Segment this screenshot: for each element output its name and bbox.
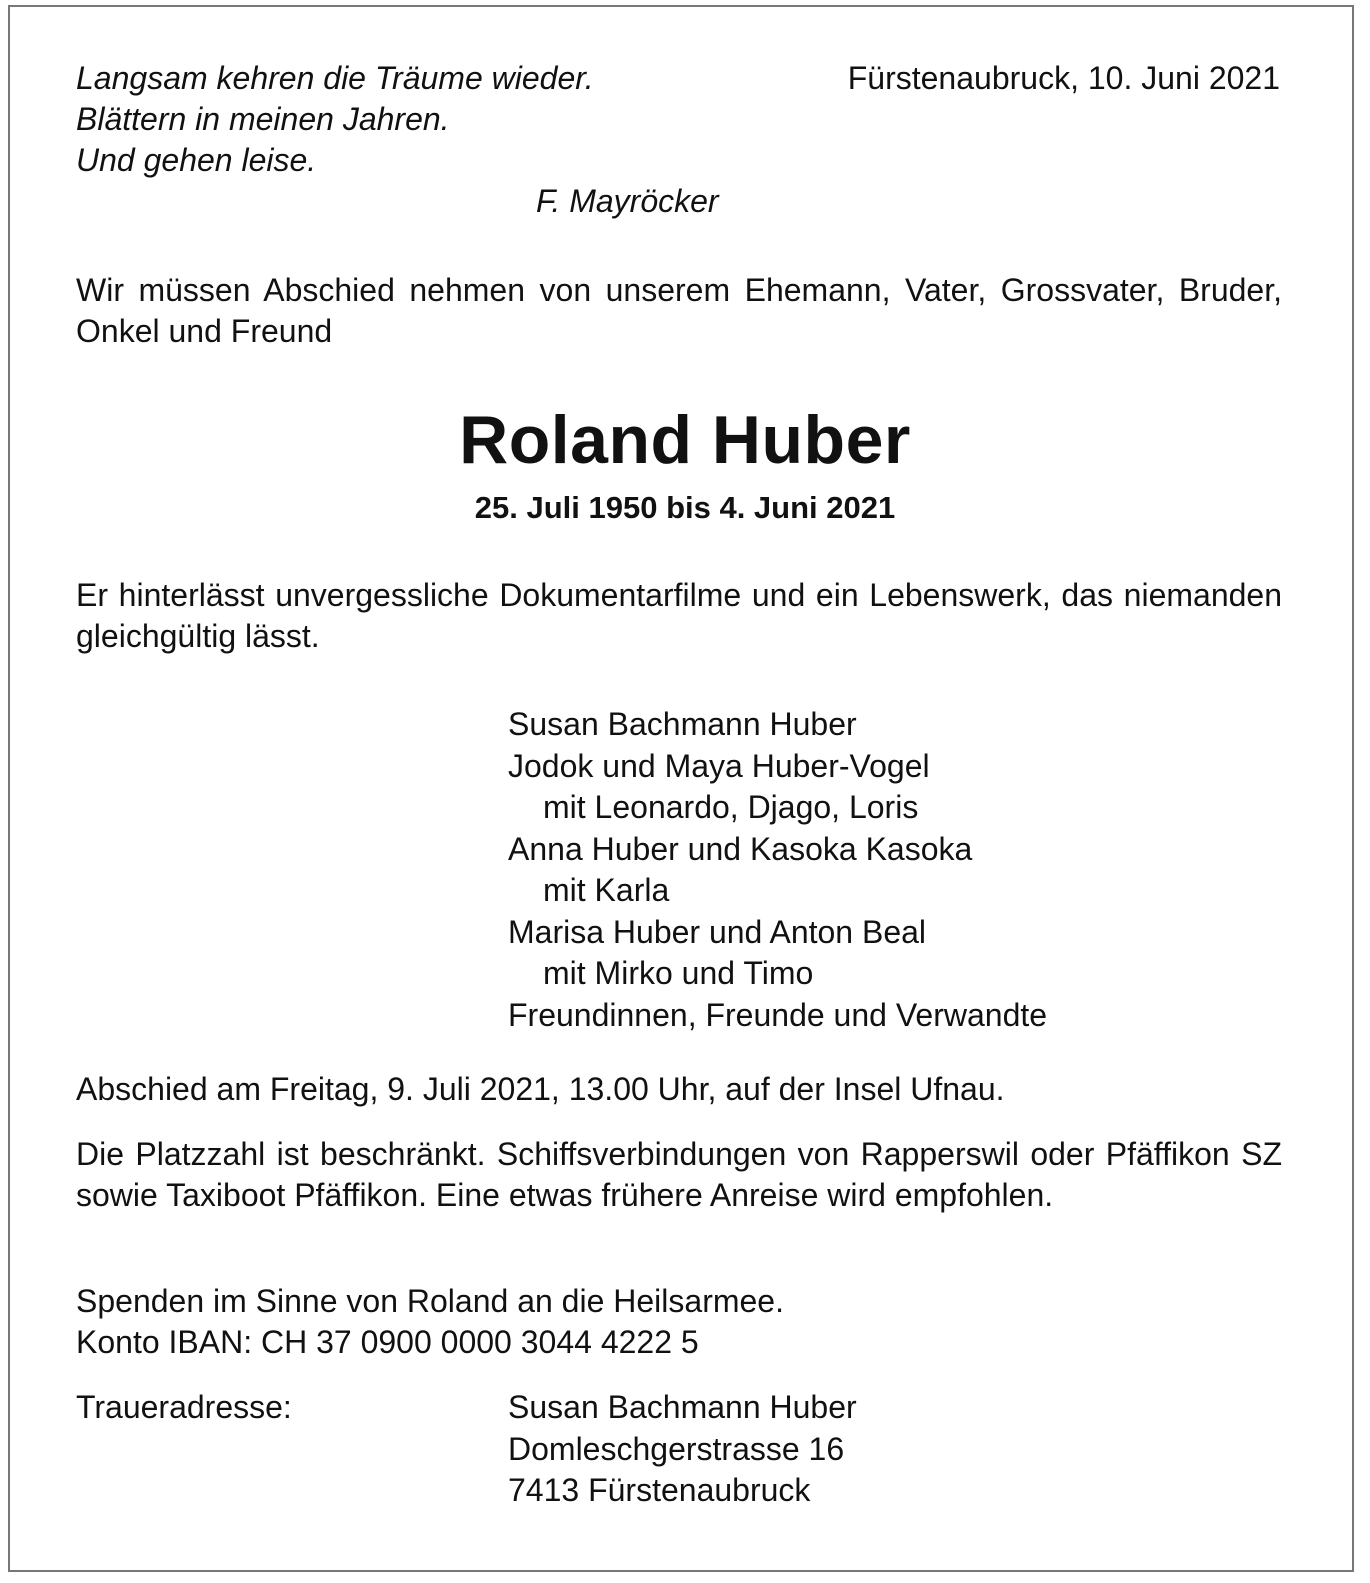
poem-line-3: Und gehen leise.	[76, 142, 317, 178]
mourning-address	[508, 1387, 857, 1512]
place-date: Fürstenaubruck, 10. Juni 2021	[847, 60, 1280, 96]
mourner-line: mit Leonardo, Djago, Loris	[543, 789, 919, 825]
mourner-line: Marisa Huber und Anton Beal	[508, 913, 927, 950]
mourner-line: Susan Bachmann Huber	[508, 706, 857, 742]
intro-text: Wir müssen Abschied nehmen von unserem Ehemann, Vater, Grossvater, Bruder, Onkel und Freund	[76, 272, 1282, 349]
mourner-line: mit Karla	[543, 872, 670, 908]
donation-text: Spenden im Sinne von Roland an die Heilsarmee.	[76, 1283, 784, 1319]
mourner-line: Jodok und Maya Huber-Vogel	[508, 747, 930, 784]
life-dates: 25. Juli 1950 bis 4. Juni 2021	[474, 490, 896, 525]
poem-line-1: Langsam kehren die Träume wieder.	[76, 60, 594, 96]
mourner-line: Freundinnen, Freunde und Verwandte	[508, 996, 1048, 1033]
poem-author: F. Mayröcker	[536, 183, 719, 219]
mourners-list	[508, 704, 1047, 1036]
address-line: 7413 Fürstenaubruck	[508, 1472, 811, 1508]
mourner-line: mit Mirko und Timo	[543, 955, 814, 991]
seating-note: Die Platzzahl ist beschränkt. Schiffsverbindungen von Rapperswil oder Pfäffikon SZ sowie Taxiboot Pfäffikon. Eine etwas frühere Anreise wird empfohlen.	[76, 1136, 1282, 1213]
address-line: Susan Bachmann Huber	[508, 1389, 857, 1425]
donation-iban: Konto IBAN: CH 37 0900 0000 3044 4222 5	[76, 1324, 699, 1360]
legacy-text: Er hinterlässt unvergessliche Dokumentarfilme und ein Lebenswerk, das niemanden gleichgültig lässt.	[76, 577, 1282, 654]
address-line: Domleschgerstrasse 16	[508, 1430, 845, 1467]
farewell-text: Abschied am Freitag, 9. Juli 2021, 13.00 Uhr, auf der Insel Ufnau.	[76, 1071, 1005, 1107]
mourner-line: Anna Huber und Kasoka Kasoka	[508, 830, 973, 867]
deceased-name: Roland Huber	[459, 402, 911, 478]
poem-line-2: Blättern in meinen Jahren.	[76, 101, 450, 137]
mourning-address-label: Traueradresse:	[76, 1389, 292, 1425]
